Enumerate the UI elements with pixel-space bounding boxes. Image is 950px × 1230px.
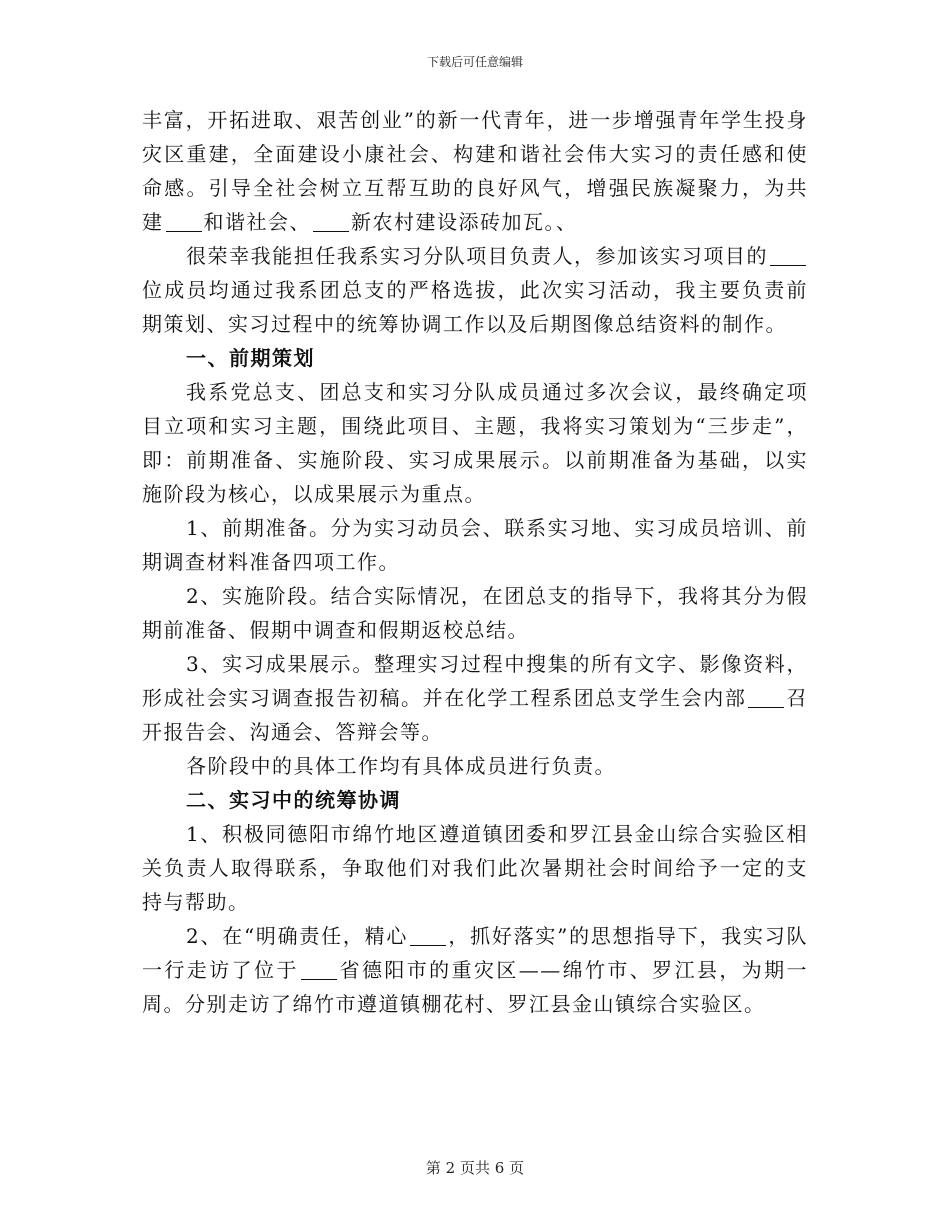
section-heading-1: 一、前期策划: [186, 346, 315, 370]
paragraph-4: 1、前期准备。分为实习动员会、联系实习地、实习成员培训、前期调查材料准备四项工作。: [142, 516, 808, 574]
paragraph-3: 我系党总支、团总支和实习分队成员通过多次会议，最终确定项目立项和实习主题，围绕此项目、主题，我将实习策划为“三步走”，即：前期准备、实施阶段、实习成果展示。以前期准备为基础，以实施阶段为核心，以成果展示为重点。: [142, 380, 808, 506]
paragraph-9-text-c: 省德阳市的重灾区——绵竹市、罗江县，为期一周。分别走访了绵竹市遵道镇棚花村、罗江县金山镇综合实验区。: [142, 958, 809, 1016]
paragraph-6-text-a: 3、实习成果展示。整理实习过程中搜集的所有文字、影像资料，形成社会实习调查报告初稿。并在化学工程系团总支学生会内部: [142, 652, 808, 710]
paragraph-6: [142, 647, 808, 749]
paragraph-1: [142, 103, 808, 239]
paragraph-2-text-b: 位成员均通过我系团总支的严格选拔，此次实习活动，我主要负责前期策划、实习过程中的统筹协调工作以及后期图像总结资料的制作。: [142, 278, 808, 336]
paragraph-5: 2、实施阶段。结合实际情况，在团总支的指导下，我将其分为假期前准备、假期中调查和假期返校总结。: [142, 584, 808, 642]
paragraph-9-text-a: 2、在“明确责任，精心: [186, 924, 409, 948]
document-body: [142, 103, 808, 1021]
paragraph-2: [142, 239, 808, 341]
paragraph-6-text-b: 召开报告会、沟通会、答辩会等。: [142, 686, 809, 744]
paragraph-9-text-b: ，抓好落实”的思想指导下，我实习队一行走访了位于: [142, 924, 809, 982]
fill-blank: [410, 927, 446, 946]
paragraph-1-text: 丰富，开拓进取、艰苦创业”的新一代青年，进一步增强青年学生投身灾区重建，全面建设小康社会、构建和谐社会伟大实习的责任感和使命感。引导全社会树立互帮互助的良好风气，增强民族凝聚力，为共建: [142, 108, 808, 234]
paragraph-2-text-a: 很荣幸我能担任我系实习分队项目负责人，参加该实习项目的: [186, 244, 768, 268]
paragraph-1-text-c: 新农村建设添砖加瓦。、: [351, 210, 578, 234]
page-header: 下载后可任意编辑: [426, 55, 523, 69]
section-heading-2: 二、实习中的统筹协调: [186, 788, 401, 812]
fill-blank: [301, 961, 337, 980]
fill-blank: [166, 213, 202, 232]
paragraph-8: 1、积极同德阳市绵竹地区遵道镇团委和罗江县金山综合实验区相关负责人取得联系，争取他们对我们此次暑期社会时间给予一定的支持与帮助。: [142, 822, 808, 914]
page-footer: 第 2 页共 6 页: [425, 1159, 525, 1177]
fill-blank: [313, 213, 349, 232]
paragraph-7: 各阶段中的具体工作均有具体成员进行负责。: [186, 754, 616, 778]
paragraph-1-text-b: 和谐社会、: [203, 210, 311, 234]
fill-blank: [748, 689, 784, 708]
paragraph-9: [142, 919, 808, 1021]
fill-blank: [770, 247, 806, 266]
